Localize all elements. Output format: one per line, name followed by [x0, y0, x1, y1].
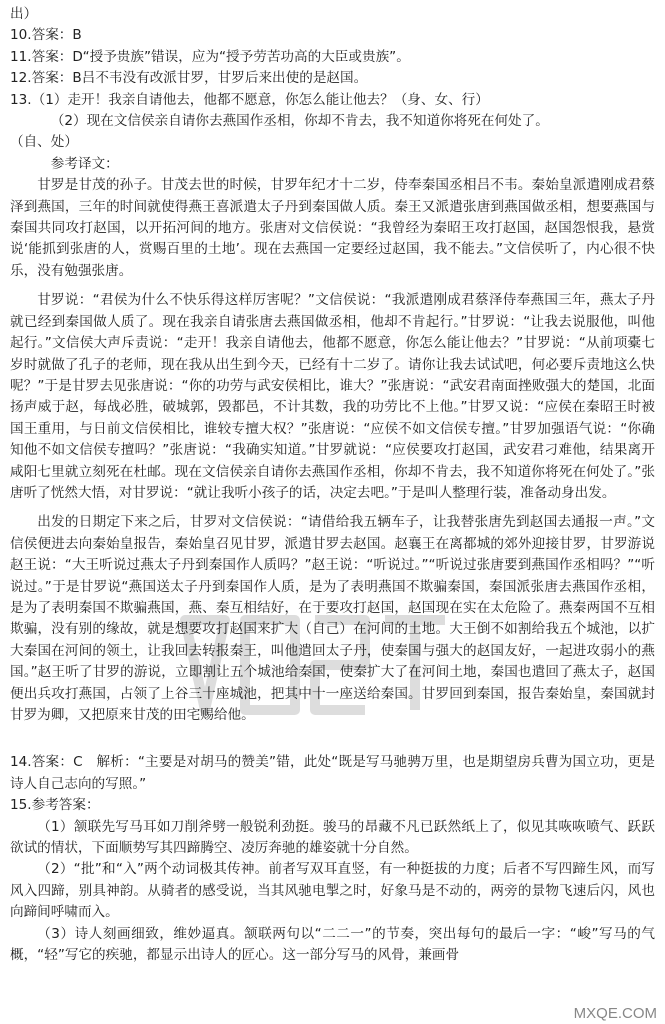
- answer-13-part1: 13.（1）走开！我亲自请他去，他都不愿意，你怎么能让他去？（身、女、行）: [10, 91, 489, 108]
- reference-translation-label: 参考译文：: [50, 155, 119, 172]
- translation-paragraph-1: 甘罗是甘茂的孙子。甘茂去世的时候，甘罗年纪才十二岁，侍奉秦国丞相吕不韦。秦始皇派遣刚成君蔡泽到燕国，三年的时间就使得燕王喜派遣太子丹到秦国做人质。秦王又派遣张唐到燕国做丞相，想要燕国与秦国共同攻打赵国，以开拓河间的地方。张唐对文信侯说：“我曾经为秦昭王攻打赵国，赵国怨恨我，悬赏说‘能抓到张唐的人，赏赐百里的土地’。现在去燕国一定要经过赵国，我不能去。”文信侯听了，内心很不快乐，没有勉强张唐。: [10, 177, 655, 279]
- answer-11: 11.答案：D“授予贵族”错误，应为“授予劳苦功高的大臣或贵族”。: [10, 48, 410, 65]
- answer-13-part2-keys: （自、处）: [10, 134, 78, 151]
- answer-13-part2: （2）现在文信侯亲自请你去燕国作丞相，你却不肯去，我不知道你将死在何处了。: [50, 113, 549, 130]
- translation-paragraph-3: 出发的日期定下来之后，甘罗对文信侯说：“请借给我五辆车子，让我替张唐先到赵国去通报一声。”文信侯便进去向秦始皇报告，秦始皇召见甘罗，派遣甘罗去赵国。赵襄王在离都城的郊外迎接甘罗，甘罗游说赵王说：“大王听说过燕太子丹到秦国作人质吗？”赵王说：“听说过。”“听说过张唐要到燕国作丞相吗？”“听说过。”于是甘罗说“燕国送太子丹到秦国作人质，是为了表明燕国不欺骗秦国，秦国派张唐去燕国作丞相，是为了表明秦国不欺骗燕国，燕、秦互相结好，在于要攻打赵国，赵国现在实在太危险了。燕秦两国不互相欺骗，没有别的缘故，就是想要攻打赵国来扩大（自己）在河间的土地。大王倒不如割给我五个城池，以扩大秦国在河间的领土，让我回去转报秦王，叫他遣回太子丹，使秦国与强大的赵国友好，一起进攻弱小的燕国。”赵王听了甘罗的游说，立即割让五个城池给秦国，使秦扩大了在河间土地，秦国也遣回了燕太子，赵国便出兵攻打燕国，占领了上谷三十座城池，把其中十一座送给秦国。甘罗回到秦国，报告秦始皇，秦国就封甘罗为卿，又把原来甘茂的田宅赐给他。: [10, 514, 655, 723]
- answer-15-label: 15.参考答案：: [10, 797, 100, 814]
- watermark-footer: MXQE.COM: [573, 1005, 657, 1022]
- answer-15-point-3: （3）诗人刻画细致，维妙逼真。颔联两句以“二二一”的节奏，突出每句的最后一字：“峻”写马的气概，“轻”写它的疾驰，都显示出诗人的匠心。这一部分写马的风骨，兼画骨: [10, 925, 655, 964]
- answer-15-point-1: （1）颔联先写马耳如刀削斧劈一般锐利劲挺。骏马的昂藏不凡已跃然纸上了，似见其咴咴喷气、跃跃欲试的情状，下面顺势写其四蹄腾空、凌厉奔驰的雄姿就十分自然。: [10, 818, 655, 857]
- text-line-continuation: 出）: [10, 6, 38, 22]
- answer-10: 10.答案：B: [10, 27, 82, 44]
- answer-14: 14.答案：C 解析：“主要是对胡马的赞美”错，此处“既是写马驰骋万里，也是期望房兵曹为国立功，更是诗人自己志向的写照。”: [10, 754, 655, 792]
- answer-15-point-2: （2）“批”和“入”两个动词极其传神。前者写双耳直竖，有一种挺拔的力度；后者不写四蹄生风，而写风入四蹄，别具神韵。从骑者的感受说，当其风驰电掣之时，好象马是不动的，两旁的景物飞速后闪，风也向蹄间呼啸而入。: [10, 861, 655, 921]
- answer-12: 12.答案：B吕不韦没有改派甘罗，甘罗后来出使的是赵国。: [10, 70, 368, 87]
- translation-paragraph-2: 甘罗说：“君侯为什么不快乐得这样厉害呢？”文信侯说：“我派遣刚成君蔡泽侍奉燕国三年，燕太子丹就已经到秦国做人质了。现在我亲自请张唐去燕国做丞相，他却不肯起行。”甘罗说：“让我去说服他，叫他起行。”文信侯大声斥责说：“走开！我亲自请他去，他都不愿意，你怎么能让他去？”甘罗说：“从前项橐七岁时就做了孔子的老师，现在我从出生到今天，已经有十二岁了。请你让我去试试吧，何必要斥责地这么快呢？”于是甘罗去见张唐说：“你的功劳与武安侯相比，谁大？”张唐说：“武安君南面挫败强大的楚国，北面扬声威于赵，每战必胜，破城郭，毁都邑，不计其数，我的功劳比不上他。”甘罗又说：“应侯在秦昭王时被国王重用，与日前文信侯相比，谁较专擅大权？”张唐说：“应侯不如文信侯专擅。”甘罗加强语气说：“你确知他不如文信侯专擅吗？”张唐说：“我确实知道。”甘罗就说：“应侯要攻打赵国，武安君刁难他，结果离开咸阳七里就立刻死在杜邮。现在文信侯亲自请你去燕国作丞相，你却不肯去，我不知道你将死在何处了。”张唐听了恍然大悟，对甘罗说：“就让我听小孩子的话，决定去吧。”于是叫人整理行装，准备动身出发。: [10, 292, 655, 501]
